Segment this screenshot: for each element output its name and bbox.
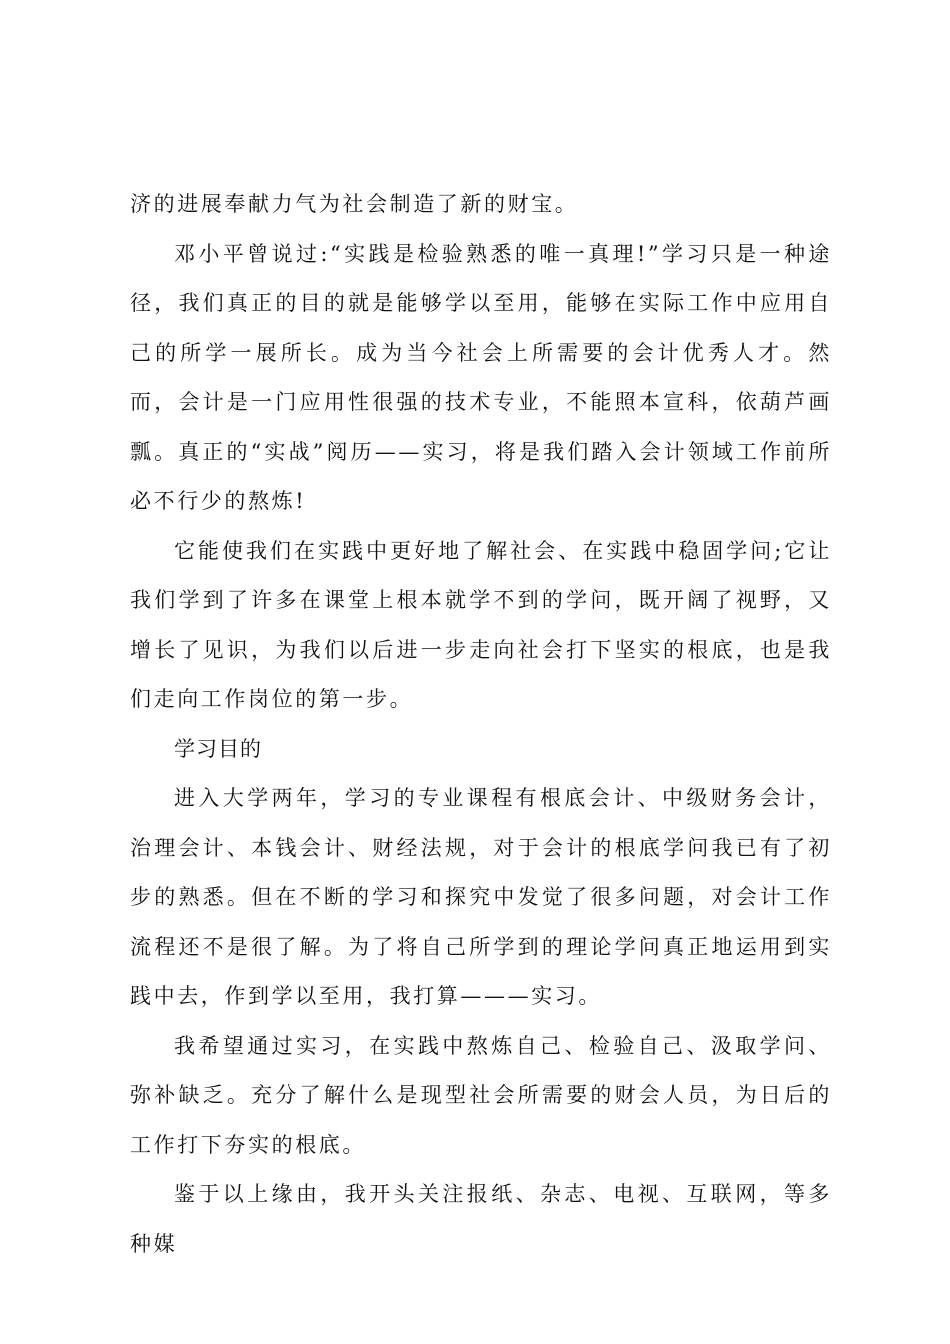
- paragraph-practice-benefits: 它能使我们在实践中更好地了解社会、在实践中稳固学问;它让我们学到了许多在课堂上根本就学不到的学问，既开阔了视野，又增长了见识，为我们以后进一步走向社会打下坚实的根底，也是我们走向工作岗位的第一步。: [130, 538, 832, 711]
- document-body: [130, 180, 832, 1269]
- paragraph-continuation: 济的进展奉献力气为社会制造了新的财宝。: [130, 192, 579, 216]
- paragraph-university-courses: 进入大学两年，学习的专业课程有根底会计、中级财务会计，治理会计、本钱会计、财经法规，对于会计的根底学问我已有了初步的熟悉。但在不断的学习和探究中发觉了很多问题，对会计工作流程还不是很了解。为了将自己所学到的理论学问真正地运用到实践中去，作到学以至用，我打算———实习。: [130, 786, 832, 1008]
- paragraph-practice-quote: 邓小平曾说过:“实践是检验熟悉的唯一真理!”学习只是一种途径，我们真正的目的就是能够学以至用，能够在实际工作中应用自己的所学一展所长。成为当今社会上所需要的会计优秀人才。然而，会计是一门应用性很强的技术专业，不能照本宣科，依葫芦画瓢。真正的“实战”阅历——实习，将是我们踏入会计领域工作前所必不行少的熬炼!: [130, 241, 832, 513]
- paragraph-reasons: 鉴于以上缘由，我开头关注报纸、杂志、电视、互联网，等多种媒: [130, 1182, 832, 1256]
- section-heading-learning-purpose: 学习目的: [174, 736, 262, 761]
- paragraph-internship-hopes: 我希望通过实习，在实践中熬炼自己、检验自己、汲取学问、弥补缺乏。充分了解什么是现型社会所需要的财会人员，为日后的工作打下夯实的根底。: [130, 1033, 832, 1157]
